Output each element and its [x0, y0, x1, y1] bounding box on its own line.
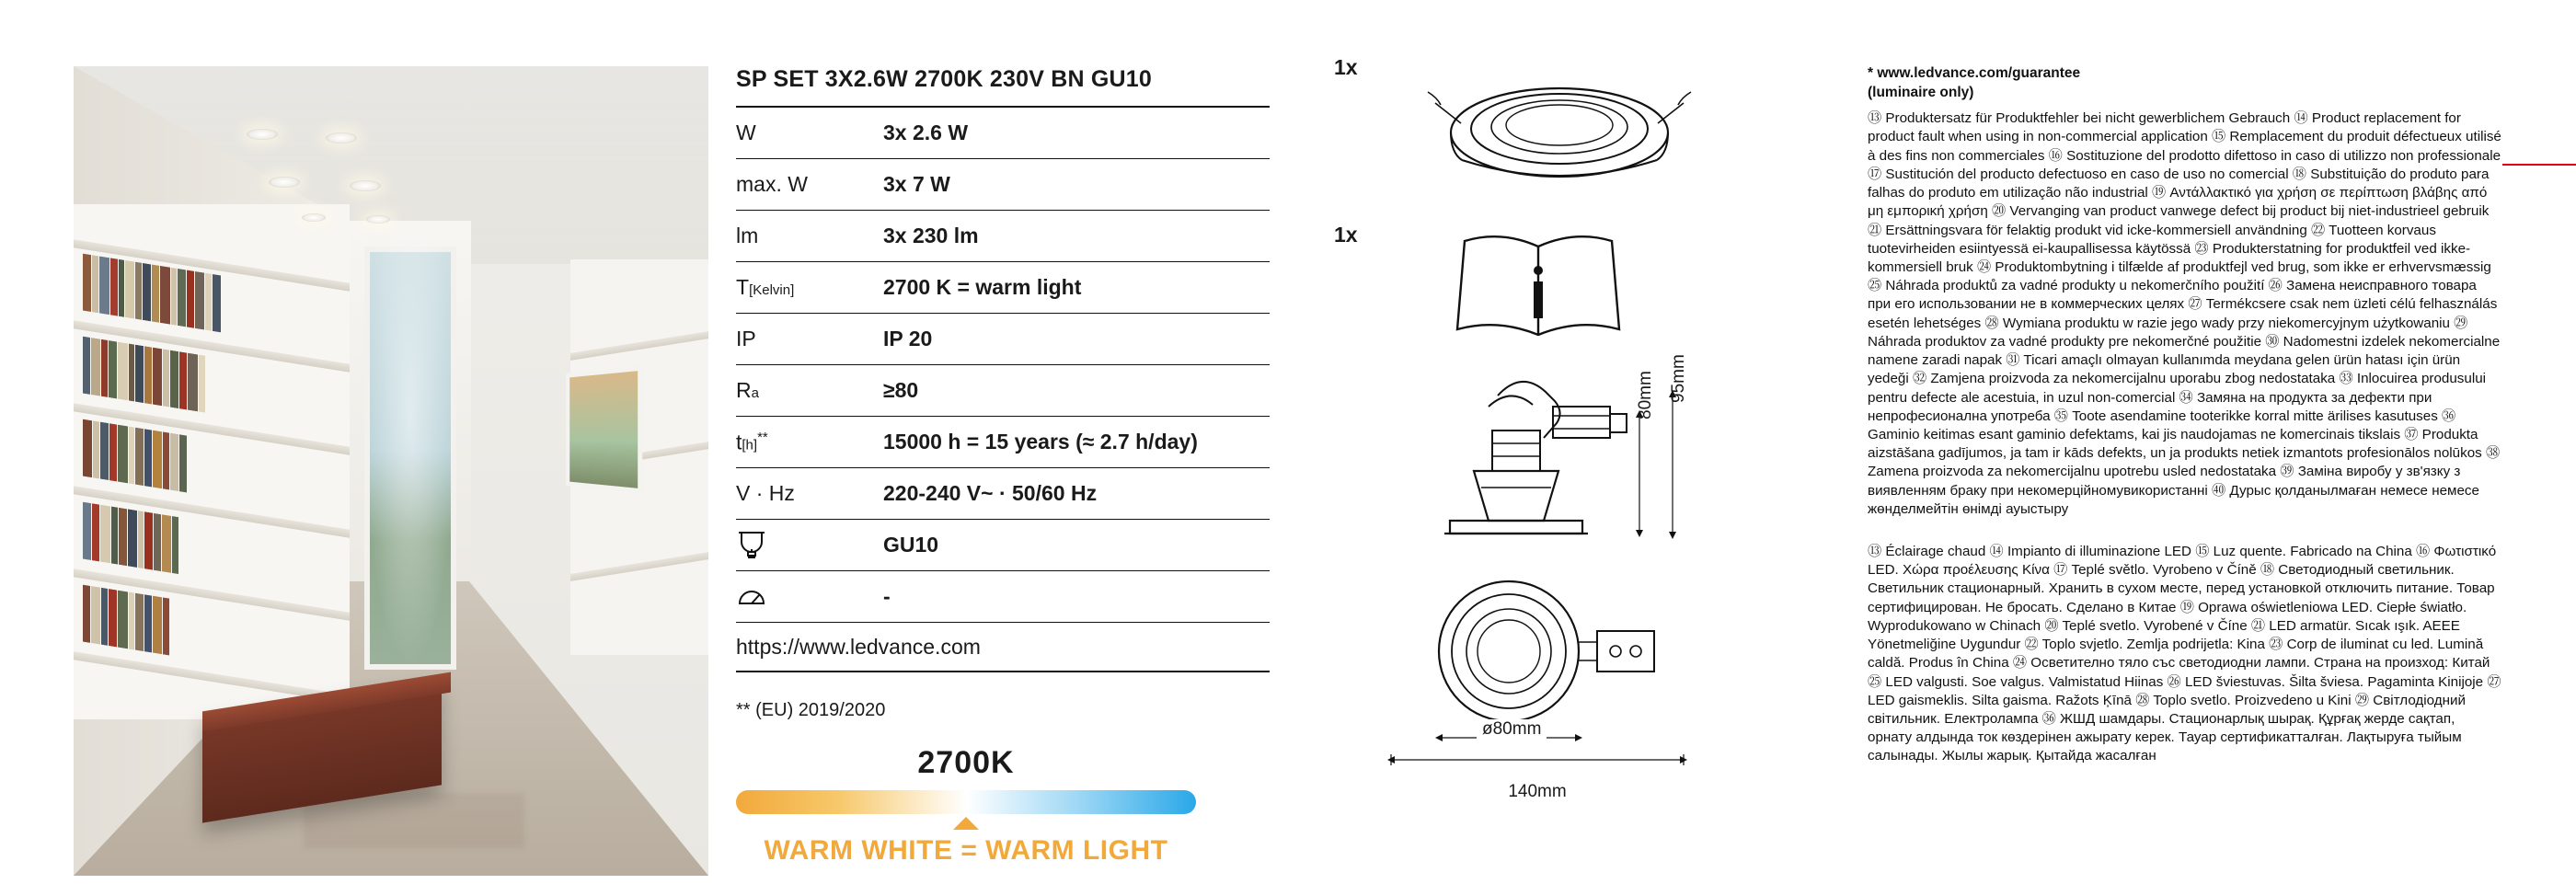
- door-glow: [364, 247, 456, 670]
- downlight: [350, 180, 381, 191]
- guarantee-scope: (luminaire only): [1868, 84, 1974, 100]
- table-row: [736, 417, 1270, 468]
- guarantee-body: ⑬ Produktersatz für Produktfehler bei nicht gewerblichem Gebrauch ⑭ Product replacement for product fault when using in non-commercial application ⑮ Remplacement du produit défectueux utilisé à des fins non commerciales ⑯ Sostituzione del prodotto difettoso in caso di utilizzo non professionale ⑰ Sustitución del producto defectuoso en caso de uso no comercial ⑱ Substituição do produto para falhas do produto em utilização não industrial ⑲ Αντάλλακτικό για χρήση σε περίπτωση βλάβης από μη εμπορική χρήση ⑳ Vervanging van product vanwege defect bij product bij niet-industrieel gebruik ㉑ Ersättningsvara för felaktig produkt vid icke-kommersiell användning ㉒ Tuotteen korvaus tuotevirheiden esiintyessä ei-kaupallisessa käytössä ㉓ Produkterstatning for produktfeil ved ikke-kommersiell bruk ㉔ Produktombytning i tilfælde af produktfejl ved brug, som ikke er erhvervsmæssig ㉕ Náhrada produktů za vadné produkty u nekomerčního použití ㉖ Замена неисправного товара при его использовании не в коммерческих целях ㉗ Termékcsere csak nem üzleti célú felhasználás esetén lehetséges ㉘ Wymiana produktu w razie jego wady przy niekomercyjnym użytkowaniu ㉙ Náhrada produktov za vadné produkty pre nekomerčné použitie ㉚ Nadomestni izdelek nekomercialne namene zaradi napak ㉛ Ticari amaçlı olmayan kullanımda meydana gelen ürün hatası için ürün yedeği ㉜ Zamjena proizvoda za nekomercijalnu uporabu zbog nedostataka ㉝ Inlocuirea produsului pentru defecte ale acestuia, in uzul non-comercial ㉞ Замяна на продукта за дефекти при непрофесионална употреба ㉟ Toote asendamine tooterikke korral mitte ärilises kasutuses ㊱ Gaminio keitimas esant gaminio defektams, kai jis naudojamas ne komercinais tikslais ㊲ Produkta aizstāšana gadījumos, ja tam ir kāds defekts, un ja produkts netiek izmantots profesionālos nolūkos ㊳ Zamena proizvoda za nekomercijalnu upotrebu usled nedostataka ㊴ Заміна виробу у зв'язку з виявленням браку при некомерційномувикористанні ㊵ Дурыс қолданылмаған немесе немесе жөнделмейтін өнімді ауыстыру: [1868, 110, 2501, 517]
- spec-key-subscript: [Kelvin]: [749, 282, 795, 298]
- spec-value: 15000 h = 15 years (≈ 2.7 h/day): [883, 430, 1198, 453]
- spec-value: 3x 230 lm: [883, 224, 979, 247]
- table-row: [736, 262, 1270, 314]
- spec-value: IP 20: [883, 327, 933, 350]
- spec-value: 3x 7 W: [883, 172, 950, 196]
- spec-key: IP: [736, 327, 756, 350]
- dimension-height-outer: 95mm: [1669, 354, 1688, 403]
- dimension-width: 140mm: [1508, 782, 1567, 801]
- cct-gradient-bar: [736, 790, 1196, 814]
- guarantee-url: * www.ledvance.com/guarantee: [1868, 65, 2081, 81]
- spec-value: ≥80: [883, 378, 919, 402]
- fixture-width-dimension: [1380, 754, 1730, 802]
- downlight: [269, 177, 300, 188]
- spec-key: V · Hz: [736, 481, 795, 505]
- dimmer-icon: [736, 583, 883, 611]
- product-application-photo: [74, 66, 708, 876]
- spec-value: 3x 2.6 W: [883, 121, 969, 144]
- wall-picture: [566, 365, 642, 493]
- product-title: SP SET 3X2.6W 2700K 230V BN GU10: [736, 66, 1270, 108]
- spec-key: lm: [736, 224, 759, 247]
- instruction-manual-icon: [1454, 226, 1628, 360]
- table-row: [736, 159, 1270, 211]
- hallway-scene: [74, 66, 708, 876]
- spec-key: max. W: [736, 172, 808, 196]
- spec-key-main: t: [736, 430, 742, 454]
- spec-key-main: T: [736, 275, 750, 299]
- fixture-topview-drawing: [1380, 570, 1730, 759]
- table-row: [736, 314, 1270, 365]
- table-row: [736, 211, 1270, 262]
- manual-quantity-label: 1x: [1334, 223, 1358, 247]
- legal-text-column: [1868, 64, 2502, 766]
- spec-key-main: R: [736, 378, 752, 402]
- product-url[interactable]: [736, 623, 1270, 672]
- technical-drawings: [1334, 55, 1831, 883]
- fixture-section-drawing: [1389, 354, 1720, 566]
- manual-quantity: [1334, 223, 1358, 247]
- dimension-height-inner: 80mm: [1636, 371, 1655, 419]
- cct-kelvin-label: 2700K: [917, 745, 1015, 780]
- spec-value: -: [883, 584, 891, 608]
- table-row: [736, 108, 1270, 159]
- spec-value: 2700 K = warm light: [883, 275, 1082, 299]
- dimension-diameter: ø80mm: [1477, 719, 1547, 740]
- table-row: [736, 468, 1270, 520]
- lamp-base-icon: [736, 529, 883, 562]
- spec-key-superscript: **: [757, 429, 768, 445]
- fixture-quantity-label: 1x: [1334, 55, 1358, 79]
- fixture-quantity: [1334, 55, 1358, 80]
- spec-key: [736, 378, 883, 403]
- table-row: [736, 365, 1270, 417]
- downlight: [326, 132, 357, 144]
- spec-value: 220-240 V~ · 50/60 Hz: [883, 481, 1098, 505]
- spec-value: GU10: [883, 533, 939, 557]
- downlight: [366, 215, 390, 224]
- table-row: [736, 571, 1270, 623]
- downlight: [302, 213, 326, 222]
- table-row: [736, 520, 1270, 571]
- spec-key: [736, 430, 883, 455]
- red-rule: [2502, 164, 2576, 166]
- spec-key: W: [736, 121, 756, 144]
- cct-marker-arrow: [953, 817, 979, 830]
- cct-description: WARM WHITE = WARM LIGHT: [764, 835, 1168, 866]
- specification-table: [736, 66, 1270, 721]
- product-url-text: https://www.ledvance.com: [736, 634, 981, 659]
- spec-key-subscript: a: [751, 385, 759, 401]
- downlight: [247, 129, 278, 140]
- spec-key-subscript: [h]: [742, 437, 758, 453]
- spec-key: [736, 275, 883, 300]
- colour-temperature-indicator: [736, 745, 1196, 867]
- regulation-footnote: ** (EU) 2019/2020: [736, 700, 886, 720]
- warm-light-body: ⑬ Éclairage chaud ⑭ Impianto di illuminazione LED ⑮ Luz quente. Fabricado na China ⑯ Φωτιστικό LED. Χώρα προέλευσης Κίνα ⑰ Teplé světlo. Vyrobeno v Číně ⑱ Светодиодный светильник. Светильник стационарный. Хранить в сухом месте, перед установкой отключить питание. Товар сертифицирован. Не бросать. Сделано в Китае ⑲ Oprawa oświetleniowa LED. Ciepłe światło. Wyprodukowano w Chinach ⑳ Teplé svetlo. Vyrobené v Číne ㉑ LED armatür. Sıcak ışık. AEEE Yönetmeliğine Uygundur ㉒ Toplo svjetlo. Zemlja podrijetla: Kina ㉓ Corp de iluminat cu led. Lumină caldă. Produs în China ㉔ Осветително тяло със светодиодни лампи. Страна на произход: Китай ㉕ LED valgusti. Soe valgus. Valmistatud Hiinas ㉖ LED šviestuvas. Šilta šviesa. Pagaminta Kinijoje ㉗ LED gaismeklis. Silta gaisma. Ražots Ķīnā ㉘ Toplo svetlo. Proizvedeno u Kini ㉙ Світлодіодний світильник. Електролампа ㊱ ЖШД шамдары. Стационарлық шырақ. Құрғақ жерде сақтап, орнату алдында ток көздерінен ажырату керек. Тауар сертификатталған. Лақтыруға тыйым салынады. Жылы жарық. Қытайда жасалған: [1868, 544, 2501, 764]
- fixture-perspective-drawing: [1408, 48, 1711, 204]
